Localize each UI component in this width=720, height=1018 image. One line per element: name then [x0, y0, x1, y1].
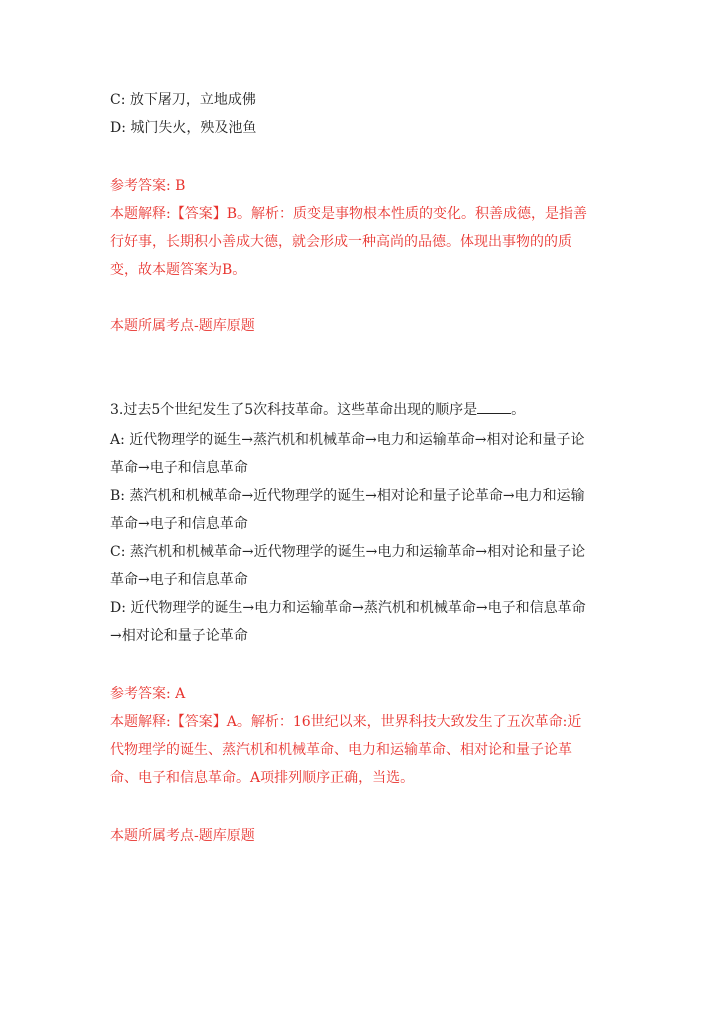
- explanation-line: 行好事，长期积小善成大德，就会形成一种高尚的品德。体现出事物的的质: [110, 234, 572, 250]
- stem-end: 。: [511, 402, 526, 418]
- explanation-line: 本题解释:【答案】B。解析：质变是事物根本性质的变化。积善成德，是指善: [110, 206, 588, 222]
- explanation-line: 代物理学的诞生、蒸汽机和机械革命、电力和运输革命、相对论和量子论革: [110, 742, 572, 758]
- answer: 参考答案: A: [110, 686, 186, 702]
- answer: 参考答案: B: [110, 178, 186, 194]
- answer-blank: [477, 401, 511, 414]
- explanation-line: 命、电子和信息革命。A项排列顺序正确，当选。: [110, 770, 415, 786]
- option-line: →相对论和量子论革命: [110, 628, 248, 644]
- option-line: B: 蒸汽机和机械革命→近代物理学的诞生→相对论和量子论革命→电力和运输: [110, 488, 585, 504]
- explanation-line: 本题解释:【答案】A。解析：16世纪以来，世界科技大致发生了五次革命:近: [110, 714, 582, 730]
- option-line: 革命→电子和信息革命: [110, 572, 248, 588]
- explanation-line: 变，故本题答案为B。: [110, 262, 247, 278]
- source-note: 本题所属考点-题库原题: [110, 318, 255, 334]
- option-line: 革命→电子和信息革命: [110, 516, 248, 532]
- option-line: 革命→电子和信息革命: [110, 460, 248, 476]
- stem-text: 3.过去5个世纪发生了5次科技革命。这些革命出现的顺序是: [110, 402, 478, 418]
- source-note: 本题所属考点-题库原题: [110, 828, 255, 844]
- option-d: D: 城门失火，殃及池鱼: [110, 120, 257, 136]
- option-line: C: 蒸汽机和机械革命→近代物理学的诞生→电力和运输革命→相对论和量子论: [110, 544, 586, 560]
- question-stem: [110, 400, 525, 420]
- option-line: D: 近代物理学的诞生→电力和运输革命→蒸汽机和机械革命→电子和信息革命: [110, 600, 586, 616]
- option-line: A: 近代物理学的诞生→蒸汽机和机械革命→电力和运输革命→相对论和量子论: [110, 432, 585, 448]
- option-c: C: 放下屠刀，立地成佛: [110, 92, 256, 108]
